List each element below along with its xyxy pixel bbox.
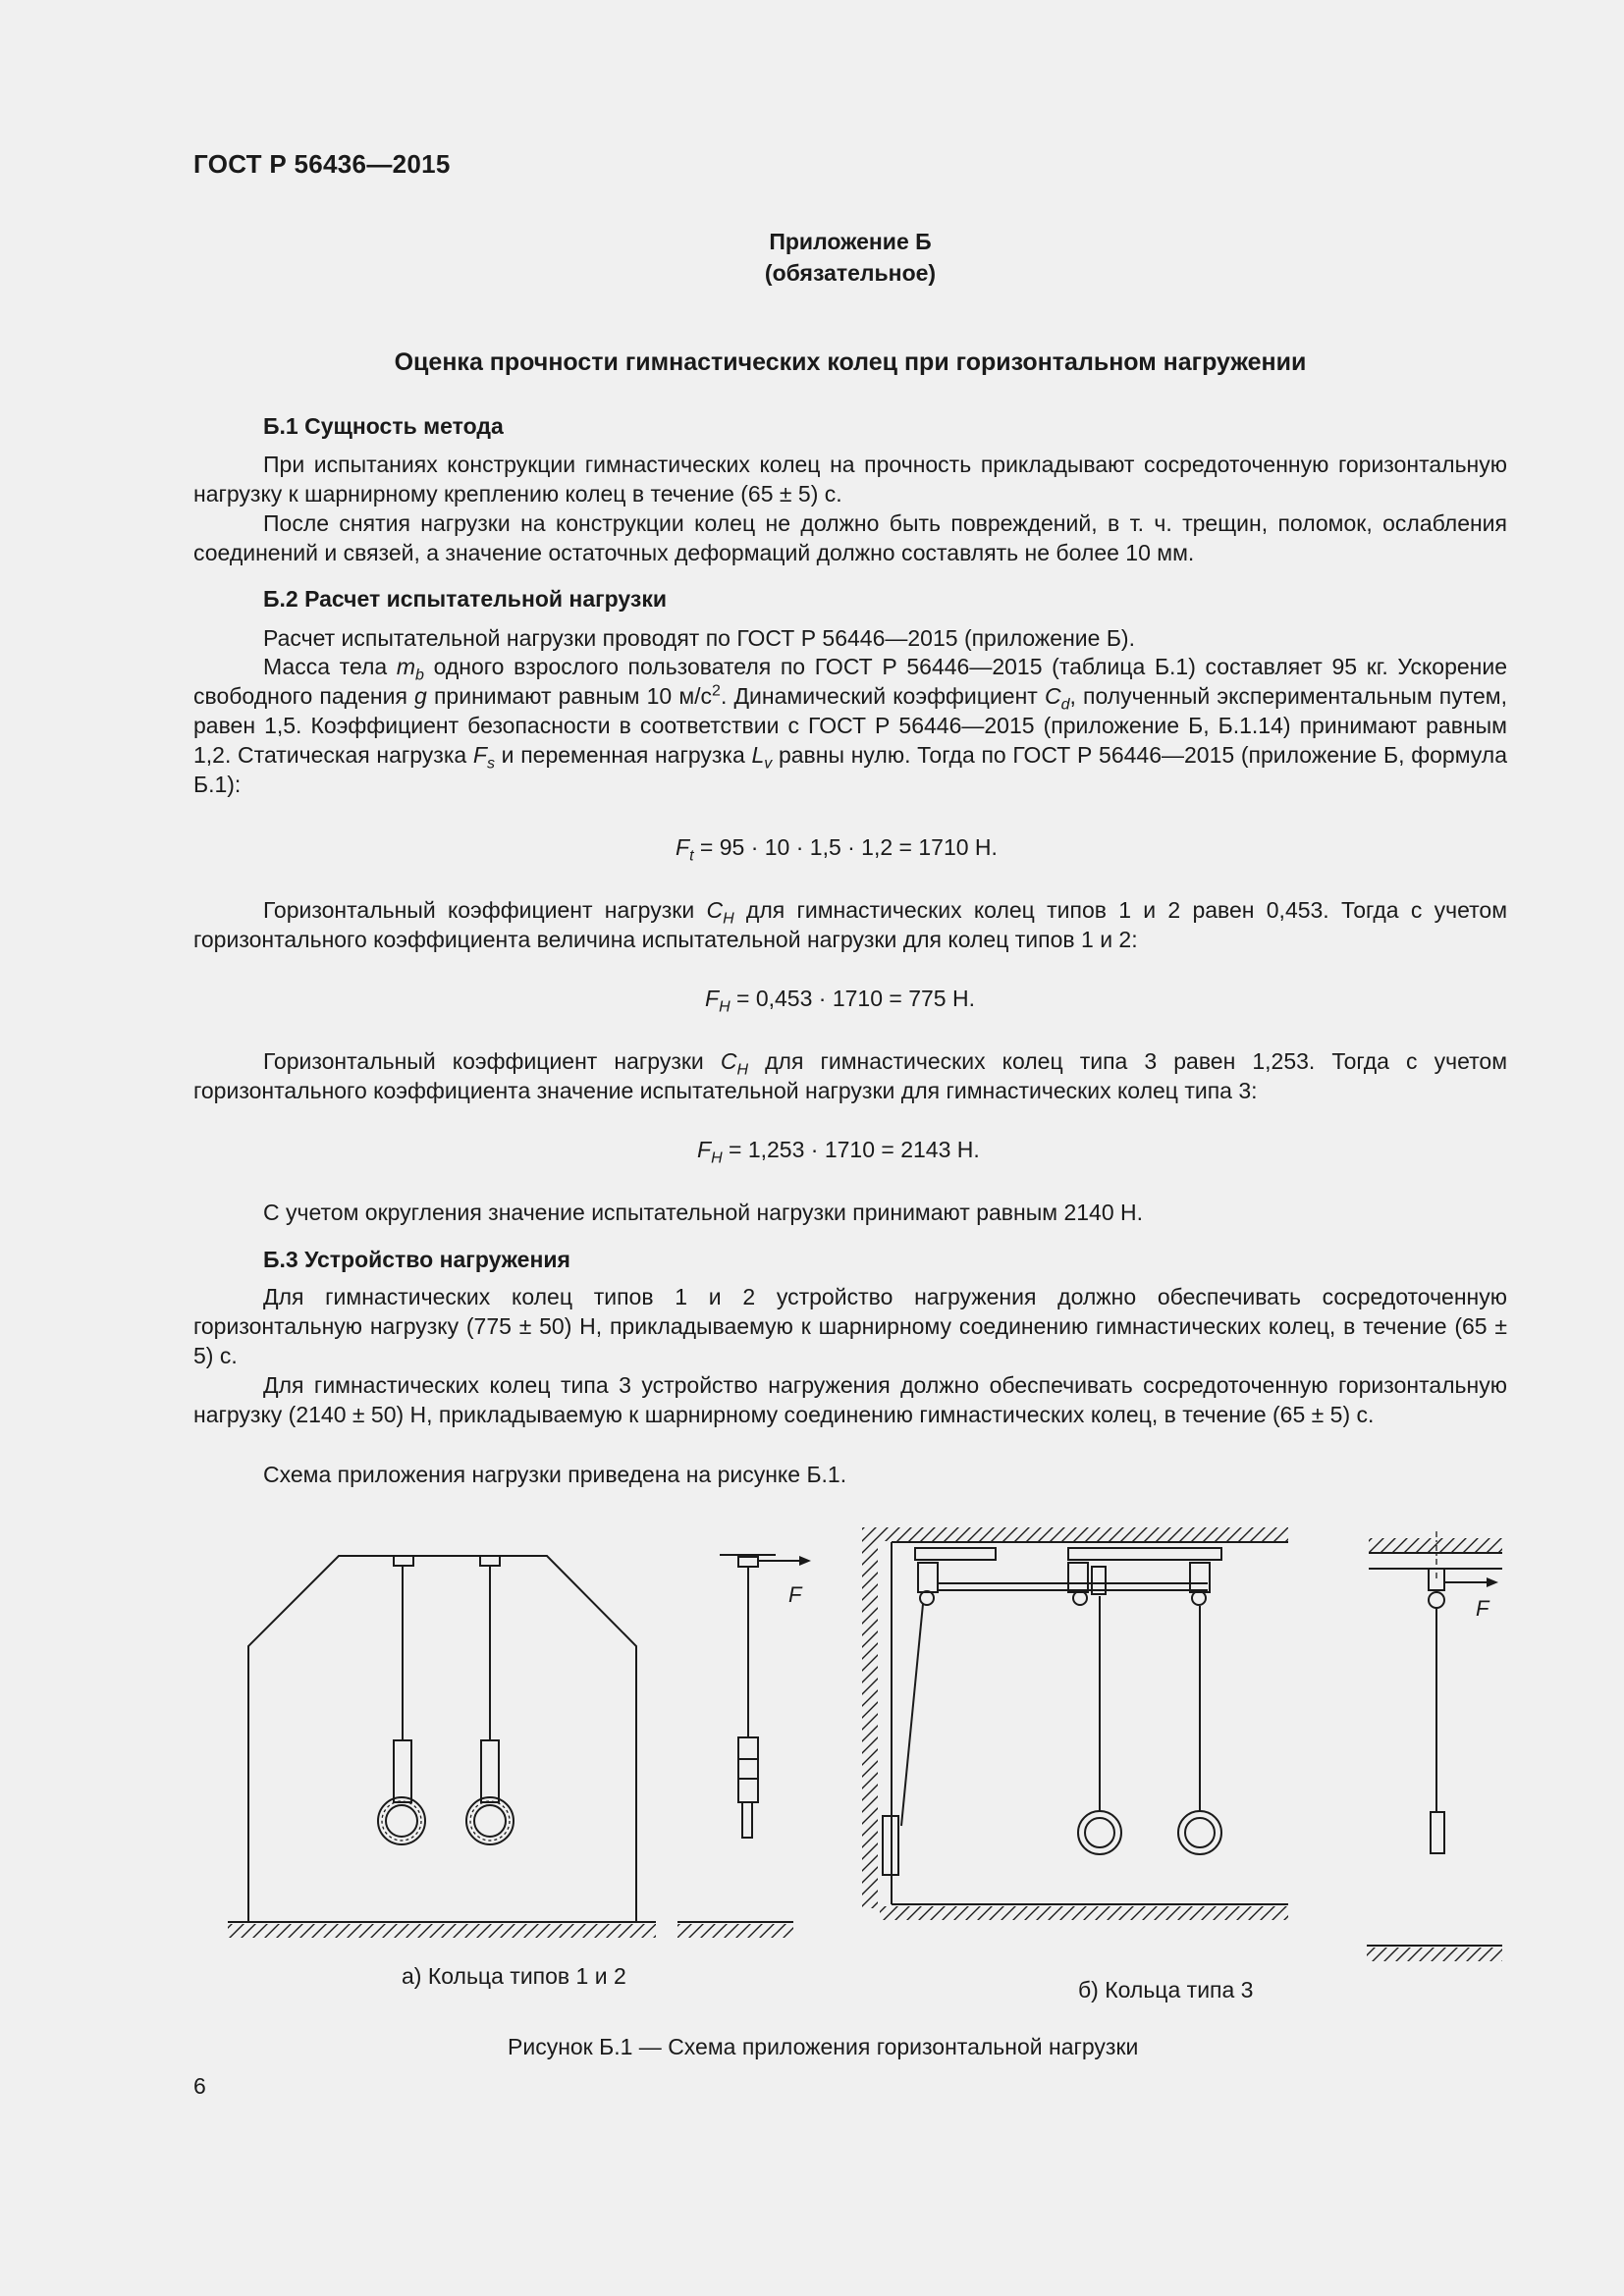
formula-fh-2: $F_H = 1,253 \cdot 1710 = 2143$ Н. xyxy=(697,1137,980,1167)
ceiling-b-side xyxy=(1369,1538,1502,1569)
ring-right xyxy=(466,1556,514,1844)
mount-assembly-b xyxy=(883,1548,1221,1875)
frame-structure xyxy=(248,1556,636,1922)
section-b3-para-2: Для гимнастических колец типа 3 устройство нагружения должно обеспечивать сосредоточенную горизонтальную нагрузку (2140 ± 50) Н, прикладываемую к шарнирному соединению гимнастических колец, в течение (65 ± 5) с. xyxy=(193,1372,1507,1427)
section-b3-para-1: Для гимнастических колец типов 1 и 2 устройство нагружения должно обеспечивать сосредоточенную горизонтальную нагрузку (775 ± 50) Н, прикладываемую к шарнирному соединению гимнастических колец, в течение (65 ± 5) с. xyxy=(193,1284,1507,1368)
ground-a-side xyxy=(677,1922,793,1938)
page-title: Оценка прочности гимнастических колец при горизонтальном нагружении xyxy=(394,348,1307,376)
ground-a xyxy=(228,1922,656,1938)
side-view-b xyxy=(1429,1531,1492,1853)
ring-b-left xyxy=(1078,1596,1121,1854)
formula-fh-1: $F_H = 0,453 \cdot 1710 = 775$ Н. xyxy=(705,986,975,1016)
var-c: C xyxy=(1044,683,1061,709)
section-b2-para-3: Горизонтальный коэффициент нагрузки $C_H$ для гимнастических колец типов 1 и 2 равен 0,453. Тогда с учетом горизонтального коэффициента величина испытательной нагрузки для колец типов 1 и 2: xyxy=(193,897,1508,952)
formula-ft: $F_t = 95 \cdot 10 \cdot 1,5 \cdot 1,2 = 1710$ Н. xyxy=(676,834,998,865)
var-g: g xyxy=(414,683,427,709)
ring-b-right xyxy=(1178,1606,1221,1854)
section-b1-para-1: При испытаниях конструкции гимнастических колец на прочность прикладывают сосредоточенную горизонтальную нагрузку к шарнирному креплению колец в течение (65 ± 5) с. xyxy=(193,452,1507,507)
force-label-a: F xyxy=(788,1582,802,1607)
appendix-status: (обязательное) xyxy=(764,260,937,286)
section-b2-para-4: Горизонтальный коэффициент нагрузки $C_H$ для гимнастических колец типа 3 равен 1,253. Тогда с учетом горизонтального коэффициента значение испытательной нагрузки для гимнастических колец типа 3: xyxy=(193,1048,1508,1103)
section-b2-para-2: Масса тела $m_b$ одного взрослого пользователя по ГОСТ Р 56446—2015 (таблица Б.1) составляет 95 кг. Ускорение свободного падения g принимают равным 10 $м/с^2$. Динамический коэффициент $C_d$, полученный экспериментальным путем, равен 1,5. Коэффициент безопасности в соответствии с ГОСТ Р 56446—2015 (приложение Б, Б.1.14) принимают равным 1,2. Статическая нагрузка $F_s$ и переменная нагрузка $L_v$ равны нулю. Тогда по ГОСТ Р 56446—2015 (приложение Б, формула Б.1): xyxy=(193,654,1508,797)
wall-b xyxy=(862,1541,892,1908)
var-l: L xyxy=(751,742,765,768)
section-b2-para-1: Расчет испытательной нагрузки проводят по ГОСТ Р 56446—2015 (приложение Б). xyxy=(263,625,1135,651)
ceiling-b xyxy=(862,1527,1288,1542)
var-m: m xyxy=(396,654,416,679)
figure-caption: Рисунок Б.1 — Схема приложения горизонтальной нагрузки xyxy=(508,2034,1139,2059)
section-b2-para-5: С учетом округления значение испытательной нагрузки принимают равным 2140 Н. xyxy=(263,1200,1144,1225)
var-f: F xyxy=(472,742,487,768)
appendix-title: Приложение Б xyxy=(769,229,932,254)
force-label-b: F xyxy=(1476,1596,1489,1621)
section-b3-heading: Б.3 Устройство нагружения xyxy=(263,1247,570,1272)
subcaption-a: а) Кольца типов 1 и 2 xyxy=(402,1963,626,1989)
section-b1-heading: Б.1 Сущность метода xyxy=(263,413,504,439)
ring-left xyxy=(378,1556,425,1844)
section-b2-heading: Б.2 Расчет испытательной нагрузки xyxy=(263,586,668,612)
section-b1-para-2: После снятия нагрузки на конструкции колец не должно быть повреждений, в т. ч. трещин, поломок, ослабления соединений и связей, а значение остаточных деформаций должно составлять не более 10 мм. xyxy=(193,510,1507,565)
document-number: ГОСТ Р 56436—2015 xyxy=(193,149,451,179)
section-b3-para-3: Схема приложения нагрузки приведена на рисунке Б.1. xyxy=(263,1462,847,1487)
force-arrow-b xyxy=(1487,1577,1498,1587)
subcaption-b: б) Кольца типа 3 xyxy=(1078,1977,1254,2002)
floor-b xyxy=(880,1904,1288,1920)
force-arrow-a xyxy=(799,1556,811,1566)
page-number: 6 xyxy=(193,2073,206,2099)
floor-b-side xyxy=(1367,1946,1502,1961)
